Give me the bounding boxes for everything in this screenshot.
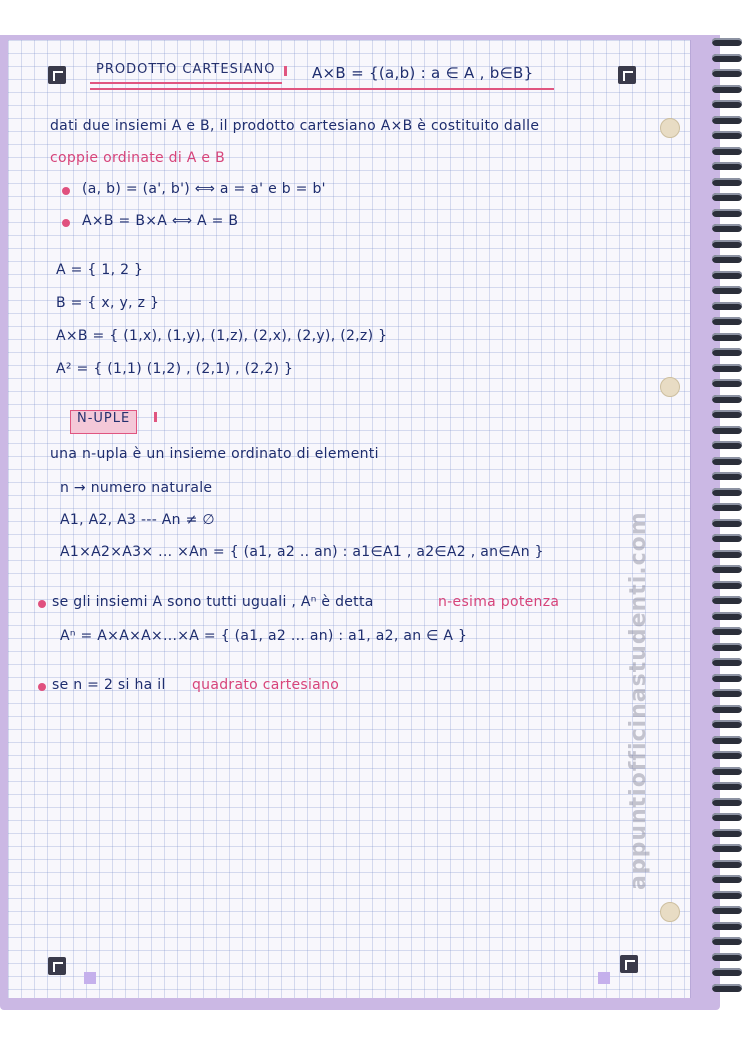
bullet-dot [62, 187, 70, 195]
spiral-coil [712, 441, 742, 449]
spiral-coil [712, 348, 742, 356]
spiral-coil [712, 100, 742, 108]
watermark: appuntiofficinastudenti.com [626, 511, 651, 890]
spiral-coil [712, 317, 742, 325]
corner-mark-icon [620, 955, 638, 973]
spiral-coil [712, 689, 742, 697]
square-note-highlight: quadrato cartesiano [192, 677, 340, 693]
title-underline [90, 88, 554, 90]
nuple-line: A1, A2, A3 --- An ≠ ∅ [60, 512, 215, 528]
spiral-coil [712, 829, 742, 837]
spiral-coil [712, 131, 742, 139]
spiral-coil [712, 426, 742, 434]
spiral-binding [712, 38, 744, 998]
bullet-dot [38, 600, 46, 608]
definition-formula: A×B = {(a,b) : a ∈ A , b∈B} [312, 64, 534, 82]
spiral-coil [712, 255, 742, 263]
example-line: A = { 1, 2 } [56, 262, 144, 278]
spiral-coil [712, 364, 742, 372]
nuple-line: una n-upla è un insieme ordinato di elementi [50, 446, 379, 462]
spiral-coil [712, 906, 742, 914]
binder-hole [660, 118, 680, 138]
bullet-text: (a, b) = (a', b') ⟺ a = a' e b = b' [82, 181, 326, 197]
corner-mark-icon [48, 66, 66, 84]
spiral-coil [712, 38, 742, 46]
binder-hole [660, 902, 680, 922]
spiral-coil [712, 178, 742, 186]
spiral-coil [712, 69, 742, 77]
spiral-coil [712, 116, 742, 124]
binder-hole [660, 377, 680, 397]
intro-line-highlight: coppie ordinate di A e B [50, 150, 225, 166]
spiral-coil [712, 565, 742, 573]
spiral-coil [712, 333, 742, 341]
spiral-coil [712, 85, 742, 93]
spiral-coil [712, 302, 742, 310]
spiral-coil [712, 240, 742, 248]
spiral-coil [712, 937, 742, 945]
nuple-line: A1×A2×A3× ... ×An = { (a1, a2 .. an) : a1∈A1 , a2∈A2 , an∈An } [60, 544, 544, 560]
corner-mark-icon [48, 957, 66, 975]
example-line: B = { x, y, z } [56, 295, 160, 311]
spiral-coil [712, 534, 742, 542]
spiral-coil [712, 503, 742, 511]
spiral-coil [712, 767, 742, 775]
spiral-coil [712, 705, 742, 713]
spiral-coil [712, 782, 742, 790]
spiral-coil [712, 922, 742, 930]
exclamation-mark [154, 412, 157, 422]
spiral-coil [712, 193, 742, 201]
bullet-text: A×B = B×A ⟺ A = B [82, 213, 239, 229]
example-line: A² = { (1,1) (1,2) , (2,1) , (2,2) } [56, 361, 294, 377]
spiral-coil [712, 751, 742, 759]
spiral-coil [712, 860, 742, 868]
power-note-text: se gli insiemi A sono tutti uguali , Aⁿ è detta [52, 594, 374, 610]
spiral-coil [712, 457, 742, 465]
power-note-highlight: n-esima potenza [438, 594, 560, 610]
bullet-dot [62, 219, 70, 227]
example-line: A×B = { (1,x), (1,y), (1,z), (2,x), (2,y), (2,z) } [56, 328, 388, 344]
spiral-coil [712, 612, 742, 620]
spiral-coil [712, 968, 742, 976]
spiral-coil [712, 286, 742, 294]
spiral-coil [712, 162, 742, 170]
section-title: PRODOTTO CARTESIANO [90, 62, 282, 84]
spiral-coil [712, 271, 742, 279]
nuple-line: n → numero naturale [60, 480, 213, 496]
spiral-coil [712, 488, 742, 496]
spiral-coil [712, 209, 742, 217]
spiral-coil [712, 596, 742, 604]
square-note-text: se n = 2 si ha il [52, 677, 166, 693]
bullet-dot [38, 683, 46, 691]
spiral-coil [712, 891, 742, 899]
corner-square [598, 972, 610, 984]
power-formula: Aⁿ = A×A×A×...×A = { (a1, a2 ... an) : a1, a2, an ∈ A } [60, 628, 468, 644]
spiral-coil [712, 984, 742, 992]
spiral-coil [712, 54, 742, 62]
spiral-coil [712, 379, 742, 387]
spiral-coil [712, 472, 742, 480]
spiral-coil [712, 550, 742, 558]
spiral-coil [712, 643, 742, 651]
spiral-coil [712, 813, 742, 821]
corner-square [84, 972, 96, 984]
exclamation-mark [284, 66, 287, 76]
spiral-coil [712, 844, 742, 852]
spiral-coil [712, 224, 742, 232]
spiral-coil [712, 953, 742, 961]
spiral-coil [712, 674, 742, 682]
spiral-coil [712, 798, 742, 806]
spiral-coil [712, 875, 742, 883]
spiral-coil [712, 658, 742, 666]
spiral-coil [712, 410, 742, 418]
spiral-coil [712, 720, 742, 728]
corner-mark-icon [618, 66, 636, 84]
spiral-coil [712, 736, 742, 744]
spiral-coil [712, 581, 742, 589]
spiral-coil [712, 627, 742, 635]
section-title: N-UPLE [70, 410, 137, 434]
spiral-coil [712, 395, 742, 403]
spiral-coil [712, 519, 742, 527]
intro-line: dati due insiemi A e B, il prodotto cartesiano A×B è costituito dalle [50, 118, 540, 134]
spiral-coil [712, 147, 742, 155]
